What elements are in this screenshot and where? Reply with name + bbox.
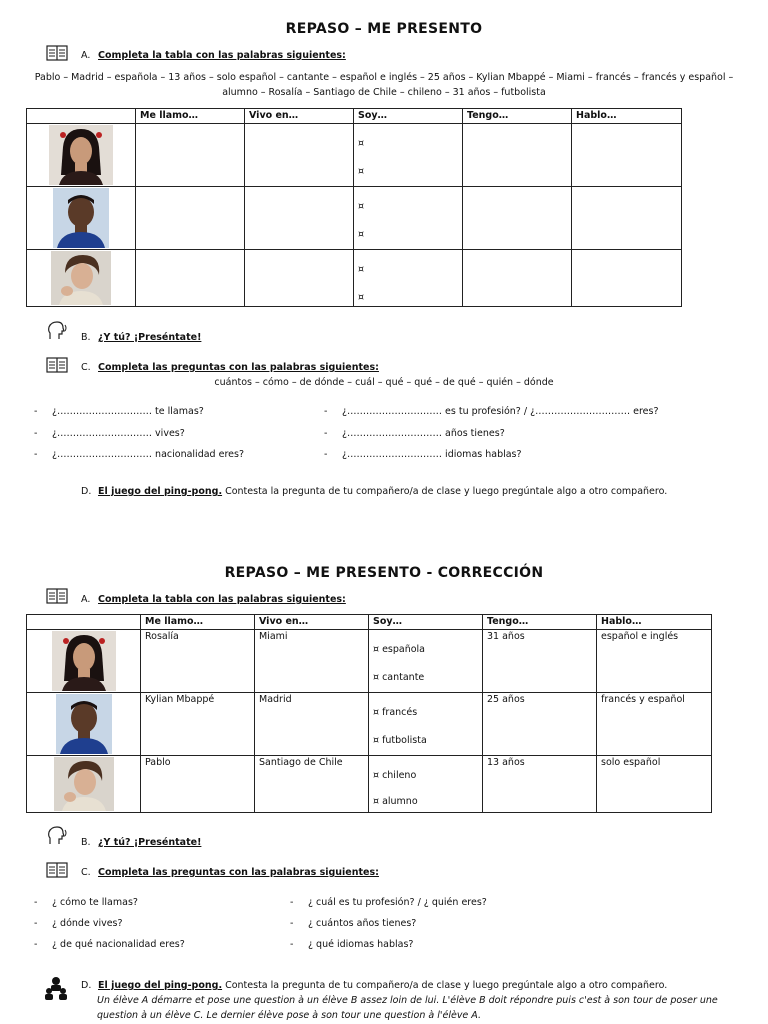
photo-mbappe [27,187,136,250]
correction-section-c-heading: C. Completa las preguntas con las palabras siguientes: [81,867,379,878]
answer-right-3: - ¿ qué idiomas hablas? [290,939,414,950]
question-left-2: - ¿………………………… vives? [34,428,185,439]
worksheet-table: Me llamo… Vivo en… Soy… Tengo… Hablo… ¤ ¤ ¤ ¤ ¤ ¤ [26,108,682,307]
correction-title: REPASO – ME PRESENTO - CORRECCIÓN [224,565,544,581]
answer-left-2: - ¿ dónde vives? [34,918,123,929]
table-row [27,756,712,813]
header-soy: Soy… [369,615,483,630]
cell-lang: solo español [597,756,712,813]
header-hablo: Hablo… [597,615,712,630]
question-right-1: - ¿………………………… es tu profesión? / ¿………………………… eres? [324,406,659,417]
header-tengo: Tengo… [483,615,597,630]
table-row [27,693,712,756]
cell-name: Rosalía [141,630,255,693]
header-soy: Soy… [354,109,463,124]
cell-lang: francés y español [597,693,712,756]
correction-section-a-heading: A. Completa la tabla con las palabras siguientes: [81,594,346,605]
header-hablo: Hablo… [572,109,682,124]
cell-age: 31 años [483,630,597,693]
header-tengo: Tengo… [463,109,572,124]
correction-table [26,614,712,813]
section-d-heading: D. El juego del ping-pong. Contesta la pregunta de tu compañero/a de clase y luego pregúntale algo a otro compañero. [81,486,668,497]
cell-age: 25 años [483,693,597,756]
answer-right-1: - ¿ cuál es tu profesión? / ¿ quién eres? [290,897,487,908]
question-right-2: - ¿………………………… años tienes? [324,428,505,439]
french-instruction-line-1: Un élève A démarre et pose une question à un élève B assez loin de lui. L'élève B doit répondre puis c'est à son tour de poser une [97,995,718,1006]
french-instruction-line-2: question à un élève C. Le dernier élève pose à son tour une question à l'élève A. [97,1010,481,1021]
cell-soy: ¤ francés ¤ futbolista [369,693,483,756]
question-left-1: - ¿………………………… te llamas? [34,406,204,417]
photo-mbappe [27,693,141,756]
cell-city: Madrid [255,693,369,756]
photo-pablo [27,756,141,813]
photo-pablo [27,250,136,307]
section-b-heading: B. ¿Y tú? ¡Preséntate! [81,332,202,343]
book-icon [46,588,68,604]
section-c-heading: C. Completa las preguntas con las palabras siguientes: [81,362,379,373]
correction-section-b-heading: B. ¿Y tú? ¡Preséntate! [81,837,202,848]
question-right-3: - ¿………………………… idiomas hablas? [324,449,522,460]
worksheet-title: REPASO – ME PRESENTO [285,21,483,37]
word-bank: Pablo – Madrid – española – 13 años – solo español – cantante – español e inglés – 25 años – Kylian Mbappé – Miami – francés – francés y español – alumno – Rosalía – Santiago de Chile – chileno – 31 años – futbolista [34,72,734,98]
header-vivo-en: Vivo en… [245,109,354,124]
book-icon [46,45,68,61]
c-word-bank: cuántos – cómo – de dónde – cuál – qué – qué – de qué – quién – dónde [214,377,554,388]
cell-name: Pablo [141,756,255,813]
answer-left-3: - ¿ de qué nacionalidad eres? [34,939,185,950]
header-vivo-en: Vivo en… [255,615,369,630]
photo-rosalia [27,124,136,187]
book-icon [46,862,68,878]
cell-city: Santiago de Chile [255,756,369,813]
answer-left-1: - ¿ cómo te llamas? [34,897,138,908]
cell-city: Miami [255,630,369,693]
photo-rosalia [27,630,141,693]
section-a-heading: A. Completa la tabla con las palabras siguientes: [81,50,346,61]
correction-section-d-heading: D. El juego del ping-pong. Contesta la pregunta de tu compañero/a de clase y luego pregúntale algo a otro compañero. [81,980,668,991]
speaking-head-icon [46,321,68,341]
cell-lang: español e inglés [597,630,712,693]
answer-right-2: - ¿ cuántos años tienes? [290,918,417,929]
group-icon [44,975,68,1001]
cell-soy: ¤ chileno ¤ alumno [369,756,483,813]
cell-name: Kylian Mbappé [141,693,255,756]
header-me-llamo: Me llamo… [141,615,255,630]
cell-age: 13 años [483,756,597,813]
book-icon [46,357,68,373]
speaking-head-icon [46,826,68,846]
question-left-3: - ¿………………………… nacionalidad eres? [34,449,244,460]
header-me-llamo: Me llamo… [136,109,245,124]
table-row [27,630,712,693]
cell-soy: ¤ española ¤ cantante [369,630,483,693]
